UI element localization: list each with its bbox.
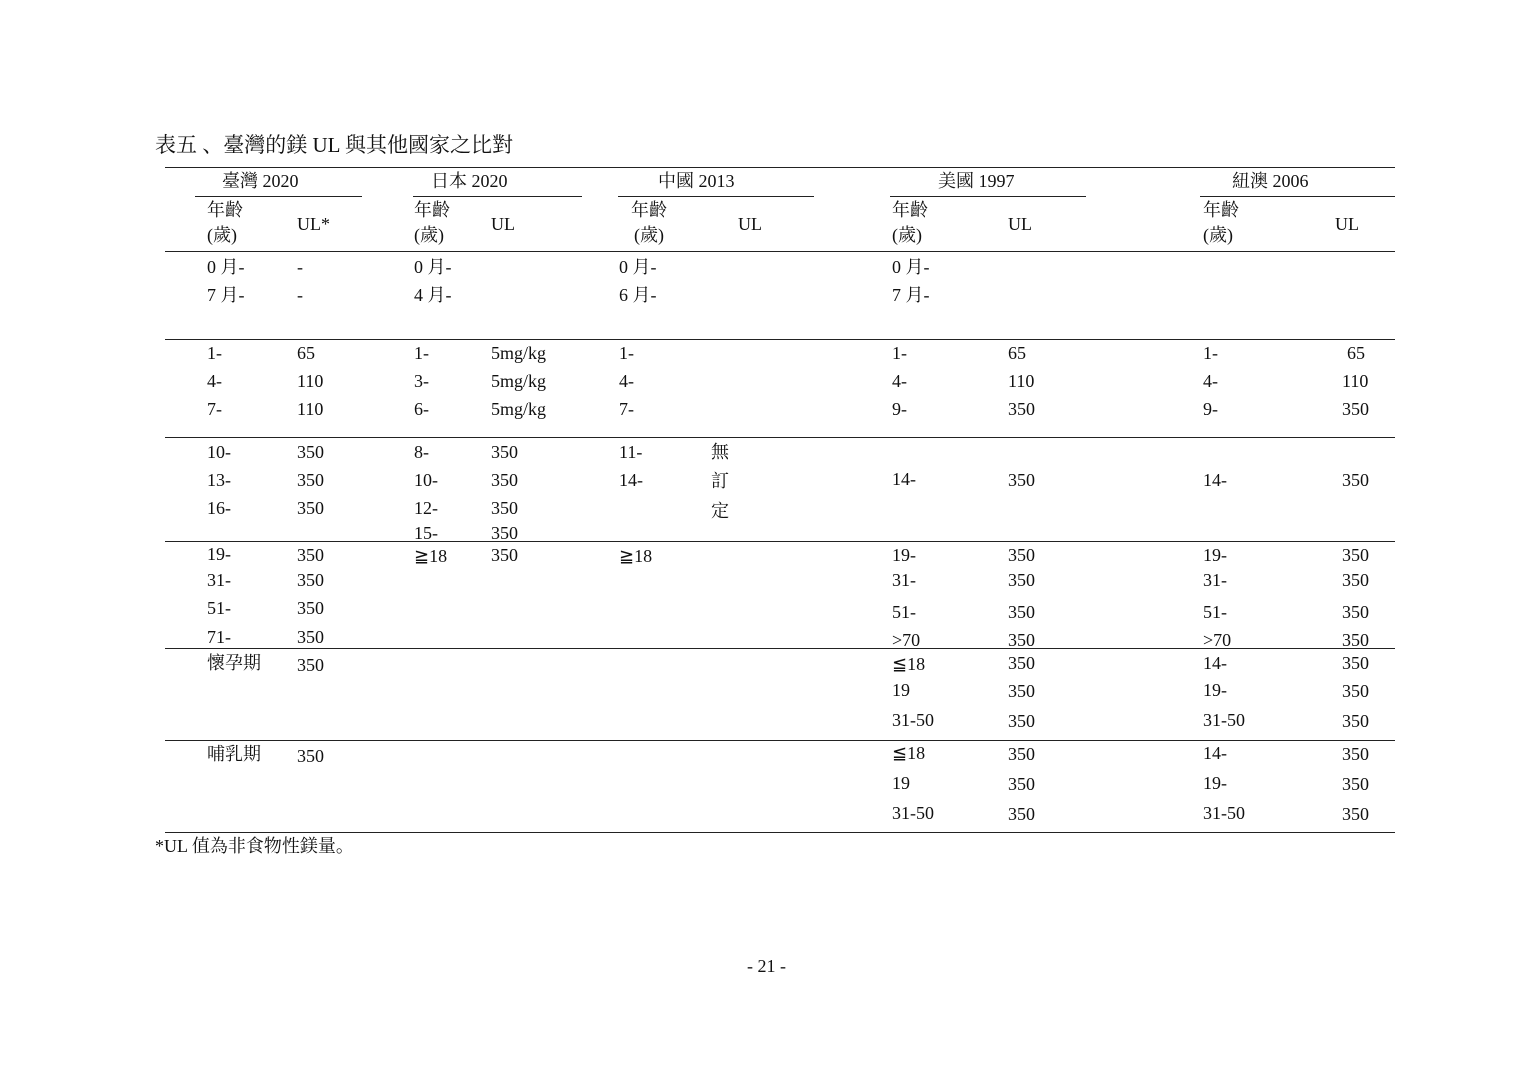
usa-ul: 350 bbox=[1008, 570, 1035, 590]
usa-ul: 350 bbox=[1008, 470, 1035, 490]
china-age: 0 月- bbox=[619, 257, 657, 277]
taiwan-ul: 110 bbox=[297, 399, 324, 419]
japan-ul: 350 bbox=[491, 498, 518, 518]
taiwan-ul: 350 bbox=[297, 627, 324, 647]
china-age: 14- bbox=[619, 470, 643, 490]
japan-age: 0 月- bbox=[414, 257, 452, 277]
page-number: - 21 - bbox=[747, 956, 786, 976]
japan-age: 4 月- bbox=[414, 285, 452, 305]
anz-ul: 350 bbox=[1342, 681, 1369, 701]
taiwan-ul: 65 bbox=[297, 343, 315, 363]
anz-ul: 65 bbox=[1347, 343, 1365, 363]
age-header: 年齡 bbox=[414, 200, 450, 220]
taiwan-header-rule bbox=[195, 196, 362, 197]
usa-ul: 350 bbox=[1008, 804, 1035, 824]
anz-ul: 350 bbox=[1342, 470, 1369, 490]
japan-age: 10- bbox=[414, 470, 438, 490]
taiwan-age: 51- bbox=[207, 598, 231, 618]
anz-ul: 350 bbox=[1342, 602, 1369, 622]
taiwan-ul: 350 bbox=[297, 545, 324, 565]
usa-ul: 110 bbox=[1008, 371, 1035, 391]
anz-age: 14- bbox=[1203, 743, 1227, 763]
anz-age: 14- bbox=[1203, 470, 1227, 490]
ul-header: UL bbox=[491, 214, 515, 234]
taiwan-ul: 350 bbox=[297, 655, 324, 675]
anz-ul: 350 bbox=[1342, 399, 1369, 419]
anz-age: 31- bbox=[1203, 570, 1227, 590]
japan-ul: 350 bbox=[491, 545, 518, 565]
header-usa: 美國 1997 bbox=[938, 171, 1015, 191]
japan-ul: 350 bbox=[491, 523, 518, 543]
japan-age: 15- bbox=[414, 523, 438, 543]
anz-age: 14- bbox=[1203, 653, 1227, 673]
anz-age: 9- bbox=[1203, 399, 1218, 419]
china-age: ≧18 bbox=[619, 546, 653, 566]
taiwan-ul: 350 bbox=[297, 442, 324, 462]
header-anz: 紐澳 2006 bbox=[1232, 171, 1309, 191]
age-unit-header: (歲) bbox=[634, 225, 664, 245]
taiwan-age: 哺乳期 bbox=[207, 744, 261, 764]
china-ul: 訂 bbox=[711, 471, 729, 491]
china-age: 6 月- bbox=[619, 285, 657, 305]
japan-age: ≧18 bbox=[414, 546, 448, 566]
age-header: 年齡 bbox=[1203, 200, 1239, 220]
anz-ul: 350 bbox=[1342, 570, 1369, 590]
taiwan-age: 13- bbox=[207, 470, 231, 490]
section-rule bbox=[165, 740, 1395, 741]
taiwan-age: 10- bbox=[207, 442, 231, 462]
taiwan-age: 0 月- bbox=[207, 257, 245, 277]
taiwan-ul: 110 bbox=[297, 371, 324, 391]
taiwan-ul: 350 bbox=[297, 498, 324, 518]
usa-ul: 350 bbox=[1008, 774, 1035, 794]
header-bottom-rule bbox=[165, 251, 1395, 252]
ul-header: UL bbox=[1335, 214, 1359, 234]
usa-age: 9- bbox=[892, 399, 907, 419]
anz-ul: 350 bbox=[1342, 774, 1369, 794]
usa-ul: 350 bbox=[1008, 653, 1035, 673]
age-header: 年齡 bbox=[631, 200, 667, 220]
anz-ul: 350 bbox=[1342, 711, 1369, 731]
anz-age: 1- bbox=[1203, 343, 1218, 363]
china-header-rule bbox=[618, 196, 814, 197]
taiwan-ul: 350 bbox=[297, 570, 324, 590]
usa-age: 19 bbox=[892, 773, 910, 793]
age-header: 年齡 bbox=[892, 200, 928, 220]
taiwan-age: 4- bbox=[207, 371, 222, 391]
japan-header-rule bbox=[413, 196, 582, 197]
taiwan-age: 16- bbox=[207, 498, 231, 518]
anz-age: 19- bbox=[1203, 680, 1227, 700]
taiwan-ul: 350 bbox=[297, 746, 324, 766]
usa-ul: 350 bbox=[1008, 399, 1035, 419]
table-bottom-rule bbox=[165, 832, 1395, 833]
age-header: 年齡 bbox=[207, 200, 243, 220]
section-rule bbox=[165, 339, 1395, 340]
usa-ul: 350 bbox=[1008, 602, 1035, 622]
china-age: 1- bbox=[619, 343, 634, 363]
usa-ul: 350 bbox=[1008, 681, 1035, 701]
taiwan-age: 31- bbox=[207, 570, 231, 590]
usa-ul: 350 bbox=[1008, 711, 1035, 731]
usa-ul: 65 bbox=[1008, 343, 1026, 363]
footnote: *UL 值為非食物性鎂量。 bbox=[155, 836, 354, 856]
taiwan-ul: 350 bbox=[297, 470, 324, 490]
anz-ul: 350 bbox=[1342, 804, 1369, 824]
usa-header-rule bbox=[890, 196, 1086, 197]
anz-age: 19- bbox=[1203, 773, 1227, 793]
japan-age: 8- bbox=[414, 442, 429, 462]
usa-age: 19- bbox=[892, 545, 916, 565]
china-ul: 無 bbox=[711, 442, 729, 462]
usa-age: 7 月- bbox=[892, 285, 930, 305]
usa-age: 0 月- bbox=[892, 257, 930, 277]
table-title: 表五 、臺灣的鎂 UL 與其他國家之比對 bbox=[155, 133, 513, 157]
taiwan-age: 7 月- bbox=[207, 285, 245, 305]
taiwan-age: 7- bbox=[207, 399, 222, 419]
usa-age: 31-50 bbox=[892, 803, 934, 823]
section-rule bbox=[165, 437, 1395, 438]
usa-age: 31- bbox=[892, 570, 916, 590]
anz-ul: 350 bbox=[1342, 744, 1369, 764]
japan-age: 3- bbox=[414, 371, 429, 391]
ul-header: UL bbox=[1008, 214, 1032, 234]
japan-ul: 5mg/kg bbox=[491, 399, 547, 419]
japan-age: 6- bbox=[414, 399, 429, 419]
anz-ul: 110 bbox=[1342, 371, 1369, 391]
japan-ul: 5mg/kg bbox=[491, 343, 547, 363]
anz-header-rule bbox=[1200, 196, 1395, 197]
header-taiwan: 臺灣 2020 bbox=[222, 171, 299, 191]
anz-ul: 350 bbox=[1342, 545, 1369, 565]
usa-age: >70 bbox=[892, 630, 921, 650]
taiwan-age: 懷孕期 bbox=[207, 653, 261, 673]
china-age: 11- bbox=[619, 442, 643, 462]
japan-age: 12- bbox=[414, 498, 438, 518]
usa-ul: 350 bbox=[1008, 630, 1035, 650]
usa-age: 14- bbox=[892, 469, 916, 489]
anz-age: 19- bbox=[1203, 545, 1227, 565]
taiwan-ul: 350 bbox=[297, 598, 324, 618]
japan-ul: 350 bbox=[491, 442, 518, 462]
usa-age: 4- bbox=[892, 371, 907, 391]
usa-ul: 350 bbox=[1008, 545, 1035, 565]
header-china: 中國 2013 bbox=[658, 171, 735, 191]
taiwan-age: 19- bbox=[207, 544, 231, 564]
taiwan-ul: - bbox=[297, 257, 303, 277]
section-rule bbox=[165, 541, 1395, 542]
japan-ul: 350 bbox=[491, 470, 518, 490]
anz-ul: 350 bbox=[1342, 653, 1369, 673]
usa-age: 51- bbox=[892, 602, 916, 622]
usa-ul: 350 bbox=[1008, 744, 1035, 764]
age-unit-header: (歲) bbox=[414, 225, 444, 245]
usa-age: 1- bbox=[892, 343, 907, 363]
anz-age: 31-50 bbox=[1203, 803, 1245, 823]
china-age: 7- bbox=[619, 399, 634, 419]
japan-age: 1- bbox=[414, 343, 429, 363]
taiwan-age: 71- bbox=[207, 627, 231, 647]
usa-age: ≦18 bbox=[892, 743, 926, 763]
usa-age: 19 bbox=[892, 680, 910, 700]
ul-header: UL bbox=[738, 214, 762, 234]
usa-age: 31-50 bbox=[892, 710, 934, 730]
anz-age: 51- bbox=[1203, 602, 1227, 622]
usa-age: ≦18 bbox=[892, 654, 926, 674]
anz-age: >70 bbox=[1203, 630, 1232, 650]
china-ul: 定 bbox=[711, 501, 729, 521]
taiwan-ul: - bbox=[297, 285, 303, 305]
anz-ul: 350 bbox=[1342, 630, 1369, 650]
age-unit-header: (歲) bbox=[1203, 225, 1233, 245]
table-top-rule bbox=[165, 167, 1395, 168]
header-japan: 日本 2020 bbox=[431, 171, 508, 191]
china-age: 4- bbox=[619, 371, 634, 391]
japan-ul: 5mg/kg bbox=[491, 371, 547, 391]
anz-age: 4- bbox=[1203, 371, 1218, 391]
anz-age: 31-50 bbox=[1203, 710, 1245, 730]
age-unit-header: (歲) bbox=[207, 225, 237, 245]
taiwan-age: 1- bbox=[207, 343, 222, 363]
ul-header: UL* bbox=[297, 214, 330, 234]
age-unit-header: (歲) bbox=[892, 225, 922, 245]
